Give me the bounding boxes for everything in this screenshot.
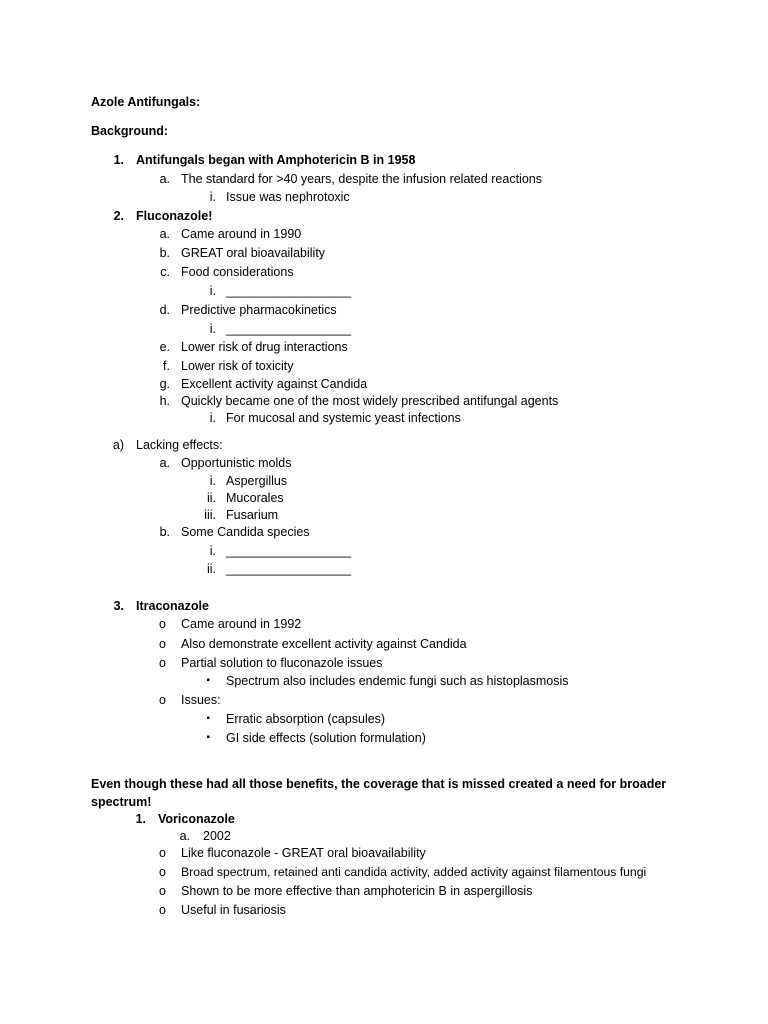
list-marker: a. — [159, 456, 170, 470]
blank-line: __________________ — [226, 322, 352, 336]
list-item: Came around in 1992 — [181, 617, 302, 631]
list-item: Fusarium — [226, 508, 279, 522]
square-bullet-marker: ▪ — [206, 675, 210, 686]
list-marker: a. — [159, 227, 170, 241]
summary-line: Even though these had all those benefits, the coverage that is missed created a need for broader — [91, 777, 667, 791]
blank-line: __________________ — [226, 544, 352, 558]
list-item: Quickly became one of the most widely prescribed antifungal agents — [181, 394, 559, 408]
summary-line: spectrum! — [91, 795, 152, 809]
bullet-marker: o — [159, 637, 166, 651]
blank-line: __________________ — [226, 562, 352, 576]
list-marker: a. — [179, 829, 190, 843]
list-marker: d. — [159, 303, 170, 317]
list-item: Shown to be more effective than amphotericin B in aspergillosis — [181, 884, 533, 898]
list-item: Voriconazole — [158, 812, 235, 826]
list-marker: ii. — [206, 562, 216, 576]
list-marker: 2. — [113, 209, 124, 223]
square-bullet-marker: ▪ — [206, 732, 210, 743]
list-item: GREAT oral bioavailability — [181, 246, 326, 260]
section-heading-background: Background: — [91, 124, 169, 138]
list-marker: 3. — [113, 599, 124, 613]
list-item: Erratic absorption (capsules) — [226, 712, 386, 726]
list-marker: f. — [163, 359, 170, 373]
list-item: Excellent activity against Candida — [181, 377, 368, 391]
list-item: The standard for >40 years, despite the infusion related reactions — [181, 172, 542, 186]
list-item: Lower risk of toxicity — [181, 359, 294, 373]
list-marker: i. — [209, 411, 216, 425]
list-marker: 1. — [135, 812, 146, 826]
list-item: Opportunistic molds — [181, 456, 292, 470]
list-marker: iii. — [204, 508, 216, 522]
square-bullet-marker: ▪ — [206, 713, 210, 724]
bullet-marker: o — [159, 693, 166, 707]
list-marker: e. — [159, 340, 170, 354]
list-item: Itraconazole — [136, 599, 209, 613]
list-marker: c. — [160, 265, 170, 279]
list-item: Partial solution to fluconazole issues — [181, 656, 383, 670]
list-item: Broad spectrum, retained anti candida activity, added activity against filamentous fungi — [181, 865, 647, 879]
list-marker: g. — [159, 377, 170, 391]
list-item: Some Candida species — [181, 525, 310, 539]
list-item: Fluconazole! — [136, 209, 213, 223]
bullet-marker: o — [159, 903, 166, 917]
list-marker: a. — [159, 172, 170, 186]
list-marker: i. — [209, 284, 216, 298]
list-marker: i. — [209, 544, 216, 558]
list-marker: b. — [159, 525, 170, 539]
list-item: Came around in 1990 — [181, 227, 302, 241]
bullet-marker: o — [159, 846, 166, 860]
list-marker: i. — [209, 190, 216, 204]
list-item: Food considerations — [181, 265, 294, 279]
bullet-marker: o — [159, 656, 166, 670]
blank-line: __________________ — [226, 284, 352, 298]
list-item: Lacking effects: — [136, 438, 223, 452]
list-marker: ii. — [206, 491, 216, 505]
list-item: 2002 — [203, 829, 231, 843]
list-marker: a) — [112, 438, 124, 452]
list-item: Aspergillus — [226, 474, 288, 488]
list-marker: i. — [209, 474, 216, 488]
list-marker: h. — [159, 394, 170, 408]
list-item: Issue was nephrotoxic — [226, 190, 350, 204]
bullet-marker: o — [159, 865, 166, 879]
list-marker: 1. — [113, 153, 124, 167]
list-marker: b. — [159, 246, 170, 260]
list-item: Issues: — [181, 693, 221, 707]
list-item: Antifungals began with Amphotericin B in 1958 — [136, 153, 416, 167]
bullet-marker: o — [159, 884, 166, 898]
list-item: Useful in fusariosis — [181, 903, 286, 917]
list-item: Lower risk of drug interactions — [181, 340, 348, 354]
list-item: Predictive pharmacokinetics — [181, 303, 337, 317]
list-item: Spectrum also includes endemic fungi such as histoplasmosis — [226, 674, 569, 688]
list-item: GI side effects (solution formulation) — [226, 731, 426, 745]
list-item: Also demonstrate excellent activity against Candida — [181, 637, 467, 651]
list-item: Like fluconazole - GREAT oral bioavailability — [181, 846, 426, 860]
page-title: Azole Antifungals: — [91, 95, 201, 109]
list-item: For mucosal and systemic yeast infections — [226, 411, 461, 425]
list-item: Mucorales — [226, 491, 284, 505]
list-marker: i. — [209, 322, 216, 336]
bullet-marker: o — [159, 617, 166, 631]
